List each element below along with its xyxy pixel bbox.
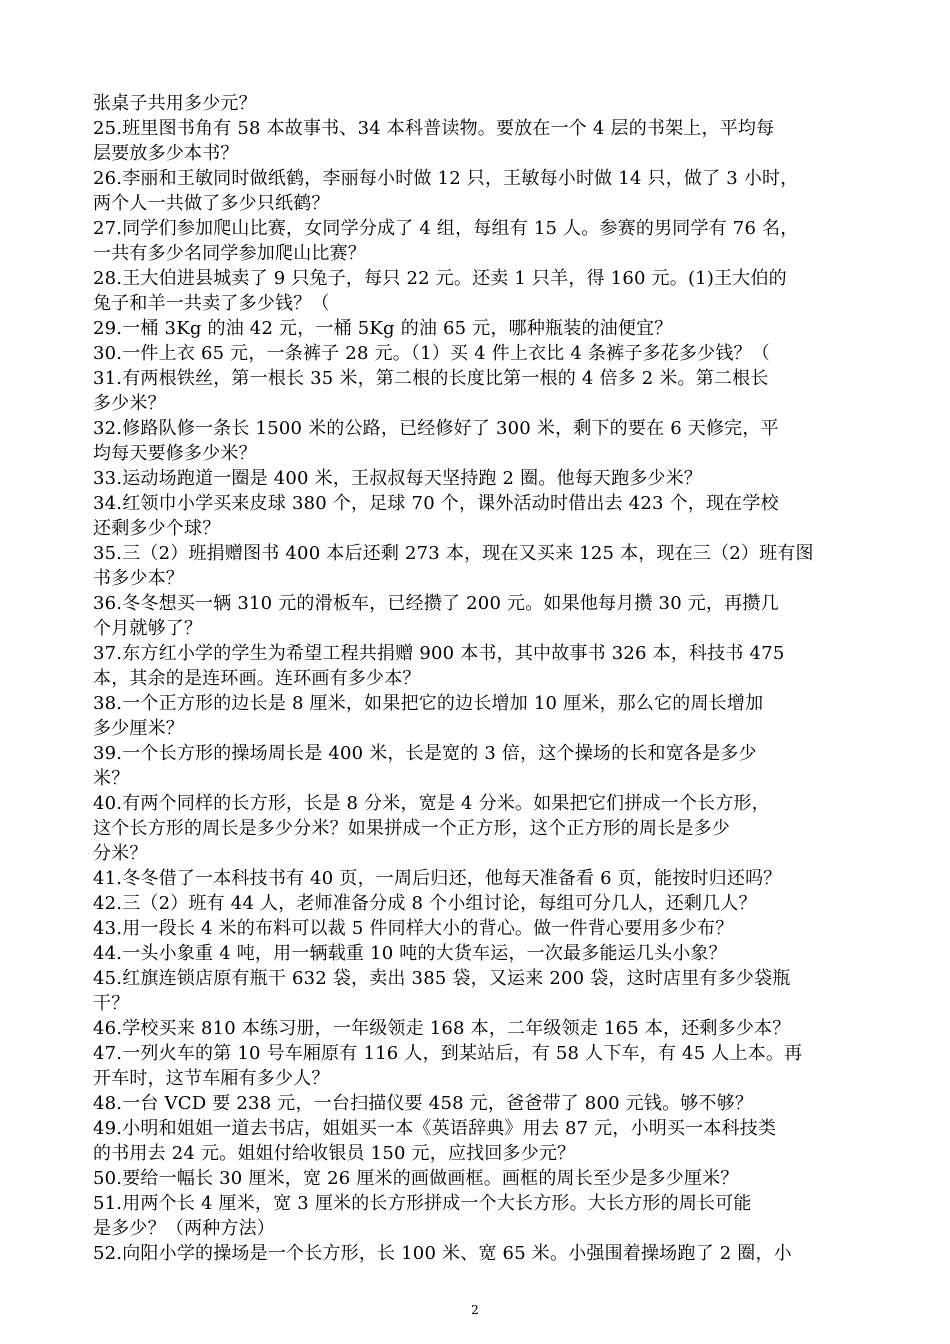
text-line: 的书用去 24 元。姐姐付给收银员 150 元，应找回多少元？ <box>93 1143 576 1164</box>
text-line: 书多少本？ <box>93 568 184 589</box>
text-line: 49.小明和姐姐一道去书店，姐姐买一本《英语辞典》用去 87 元，小明买一本科技类 <box>93 1118 777 1139</box>
text-line: 本，其余的是连环画。连环画有多少本？ <box>93 668 421 689</box>
text-line: 米？ <box>93 768 130 789</box>
text-line: 多少厘米？ <box>93 718 184 739</box>
text-line: 39.一个长方形的操场周长是 400 米，长是宽的 3 倍，这个操场的长和宽各是多少 <box>93 743 757 764</box>
text-line: 44.一头小象重 4 吨，用一辆载重 10 吨的大货车运，一次最多能运几头小象？ <box>93 943 727 964</box>
text-line: 45.红旗连锁店原有瓶干 632 袋，卖出 385 袋，又运来 200 袋，这时店里有多少袋瓶 <box>93 968 791 989</box>
text-line: 27.同学们参加爬山比赛，女同学分成了 4 组，每组有 15 人。参赛的男同学有 76 名， <box>93 218 799 239</box>
text-line: 26.李丽和王敏同时做纸鹤，李丽每小时做 12 只，王敏每小时做 14 只，做了 3 小时， <box>93 168 799 189</box>
text-line: 41.冬冬借了一本科技书有 40 页，一周后归还，他每天准备看 6 页，能按时归还吗？ <box>93 868 782 889</box>
text-line: 47.一列火车的第 10 号车厢原有 116 人，到某站后，有 58 人下车，有 45 人上本。再 <box>93 1043 803 1064</box>
text-line: 层要放多少本书？ <box>93 143 239 164</box>
text-line: 分米？ <box>93 843 148 864</box>
page-number: 2 <box>471 1303 479 1317</box>
text-line: 30.一件上衣 65 元，一条裤子 28 元。（1）买 4 件上衣比 4 条裤子多花多少钱？（ <box>93 343 770 364</box>
text-line: 这个长方形的周长是多少分米？如果拼成一个正方形，这个正方形的周长是多少 <box>93 818 730 839</box>
text-line: 31.有两根铁丝，第一根长 35 米，第二根的长度比第一根的 4 倍多 2 米。第二根长 <box>93 368 769 389</box>
text-line: 还剩多少个球？ <box>93 518 221 539</box>
text-line: 52.向阳小学的操场是一个长方形，长 100 米、宽 65 米。小强围着操场跑了 2 圈，小 <box>93 1243 792 1264</box>
text-line: 40.有两个同样的长方形，长是 8 分米，宽是 4 分米。如果把它们拼成一个长方形， <box>93 793 770 814</box>
text-line: 51.用两个长 4 厘米，宽 3 厘米的长方形拼成一个大长方形。大长方形的周长可能 <box>93 1193 752 1214</box>
text-line: 25.班里图书角有 58 本故事书、34 本科普读物。要放在一个 4 层的书架上，平均每 <box>93 118 775 139</box>
text-line: 开车时，这节车厢有多少人？ <box>93 1068 330 1089</box>
text-line: 兔子和羊一共卖了多少钱？（ <box>93 293 330 314</box>
text-line: 46.学校买来 810 本练习册，一年级领走 168 本，二年级领走 165 本，还剩多少本？ <box>93 1018 791 1039</box>
text-line: 32.修路队修一条长 1500 米的公路，已经修好了 300 米，剩下的要在 6 天修完，平 <box>93 418 779 439</box>
text-line: 43.用一段长 4 米的布料可以裁 5 件同样大小的背心。做一件背心要用多少布？ <box>93 918 734 939</box>
text-line: 37.东方红小学的学生为希望工程共捐赠 900 本书，其中故事书 326 本，科技书 475 <box>93 643 785 664</box>
text-line: 42.三（2）班有 44 人，老师准备分成 8 个小组讨论，每组可分几人，还剩几人？ <box>93 893 757 914</box>
text-line: 一共有多少名同学参加爬山比赛？ <box>93 243 366 264</box>
text-line: 个月就够了？ <box>93 618 203 639</box>
text-line: 34.红领巾小学买来皮球 380 个，足球 70 个，课外活动时借出去 423 个，现在学校 <box>93 493 779 514</box>
text-line: 35.三（2）班捐赠图书 400 本后还剩 273 本，现在又买来 125 本，现在三（2）班有图 <box>93 543 814 564</box>
text-line: 多少米？ <box>93 393 166 414</box>
text-line: 两个人一共做了多少只纸鹤？ <box>93 193 330 214</box>
problem-list <box>93 91 895 1266</box>
text-line: 张桌子共用多少元？ <box>93 93 257 114</box>
text-line: 29.一桶 3Kg 的油 42 元，一桶 5Kg 的油 65 元，哪种瓶装的油便宜？ <box>93 318 673 339</box>
text-line: 均每天要修多少米？ <box>93 443 257 464</box>
text-line: 28.王大伯进县城卖了 9 只兔子，每只 22 元。还卖 1 只羊，得 160 元。(1)王大伯的 <box>93 268 787 289</box>
text-line: 33.运动场跑道一圈是 400 米，王叔叔每天坚持跑 2 圈。他每天跑多少米？ <box>93 468 703 489</box>
text-line: 50.要给一幅长 30 厘米，宽 26 厘米的画做画框。画框的周长至少是多少厘米？ <box>93 1168 739 1189</box>
text-line: 48.一台 VCD 要 238 元，一台扫描仪要 458 元，爸爸带了 800 元钱。够不够？ <box>93 1093 754 1114</box>
text-line: 干？ <box>93 993 130 1014</box>
text-line: 是多少？（两种方法） <box>93 1218 275 1239</box>
text-line: 36.冬冬想买一辆 310 元的滑板车，已经攒了 200 元。如果他每月攒 30 元，再攒几 <box>93 593 779 614</box>
text-line: 38.一个正方形的边长是 8 厘米，如果把它的边长增加 10 厘米，那么它的周长增加 <box>93 693 764 714</box>
